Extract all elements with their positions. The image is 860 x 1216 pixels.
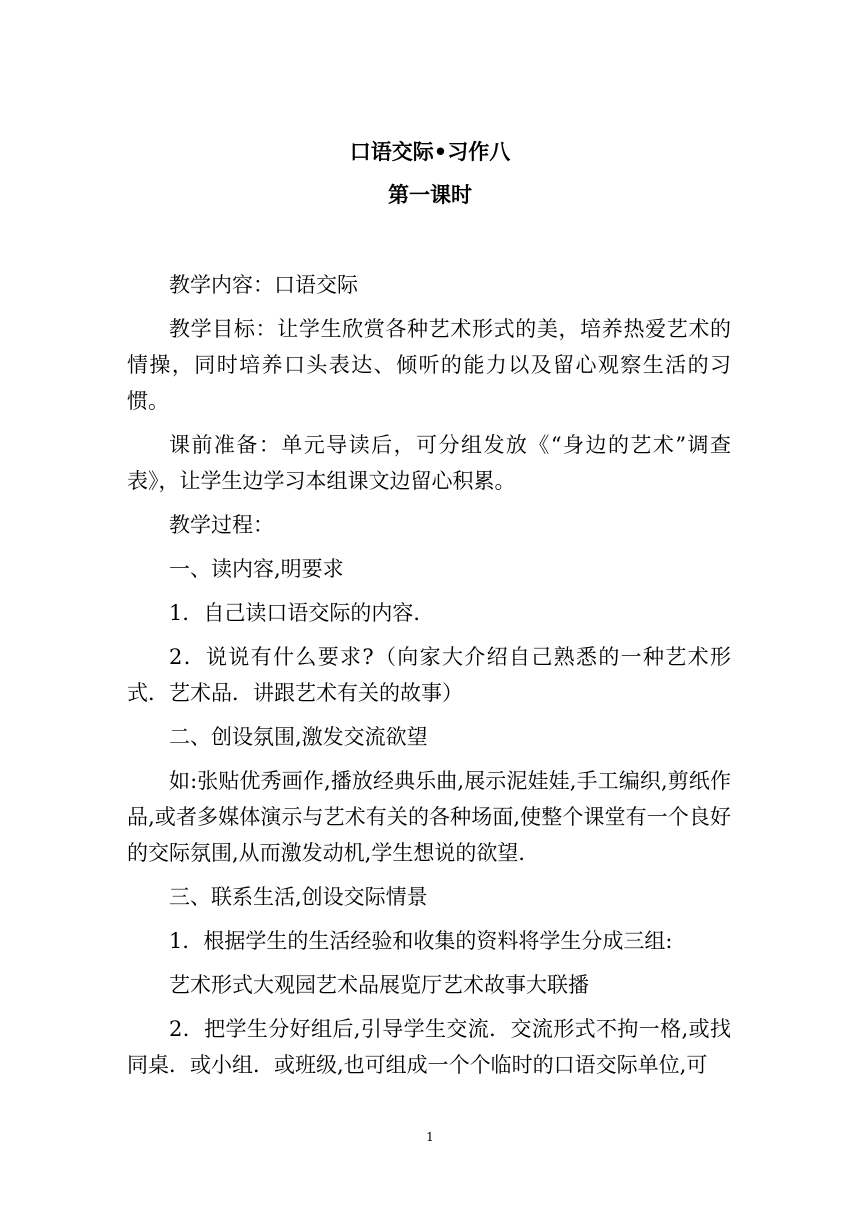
section-heading-three: 三、联系生活,创设交际情景 [169,885,428,909]
section-heading-two: 二、创设氛围,激发交流欲望 [169,725,428,749]
paragraph-preparation: 课前准备：单元导读后，可分组发放《“身边的艺术”调查表》，让学生边学习本组课文边留心积累。 [127,433,731,493]
paragraph-group-names: 艺术形式大观园艺术品展览厅艺术故事大联播 [169,973,589,997]
paragraph-process-heading: 教学过程： [169,513,274,537]
page-number: 1 [426,1130,434,1144]
paragraph-teaching-goals: 教学目标：让学生欣赏各种艺术形式的美，培养热爱艺术的情操，同时培养口头表达、倾听的能力以及留心观察生活的习惯。 [127,317,731,413]
list-item-one: 1．自己读口语交际的内容． [169,601,435,625]
list-item-grouping: 1．根据学生的生活经验和收集的资料将学生分成三组: [169,929,673,953]
paragraph-teaching-content: 教学内容：口语交际 [169,273,358,297]
section-heading-one: 一、读内容,明要求 [169,557,344,581]
paragraph-example: 如:张贴优秀画作,播放经典乐曲,展示泥娃娃,手工编织,剪纸作品,或者多媒体演示与艺术有关的各种场面,使整个课堂有一个良好的交际氛围,从而激发动机,学生想说的欲望． [127,769,731,865]
document-title: 口语交际•习作八 [349,140,511,164]
lesson-subtitle: 第一课时 [388,183,472,207]
list-item-two: 2．说说有什么要求?（向家大介绍自己熟悉的一种艺术形式．艺术品．讲跟艺术有关的故事） [127,645,731,705]
list-item-exchange: 2．把学生分好组后,引导学生交流．交流形式不拘一格,或找同桌．或小组．或班级,也可组成一个个临时的口语交际单位,可 [127,1017,731,1077]
document-body [127,267,731,1091]
